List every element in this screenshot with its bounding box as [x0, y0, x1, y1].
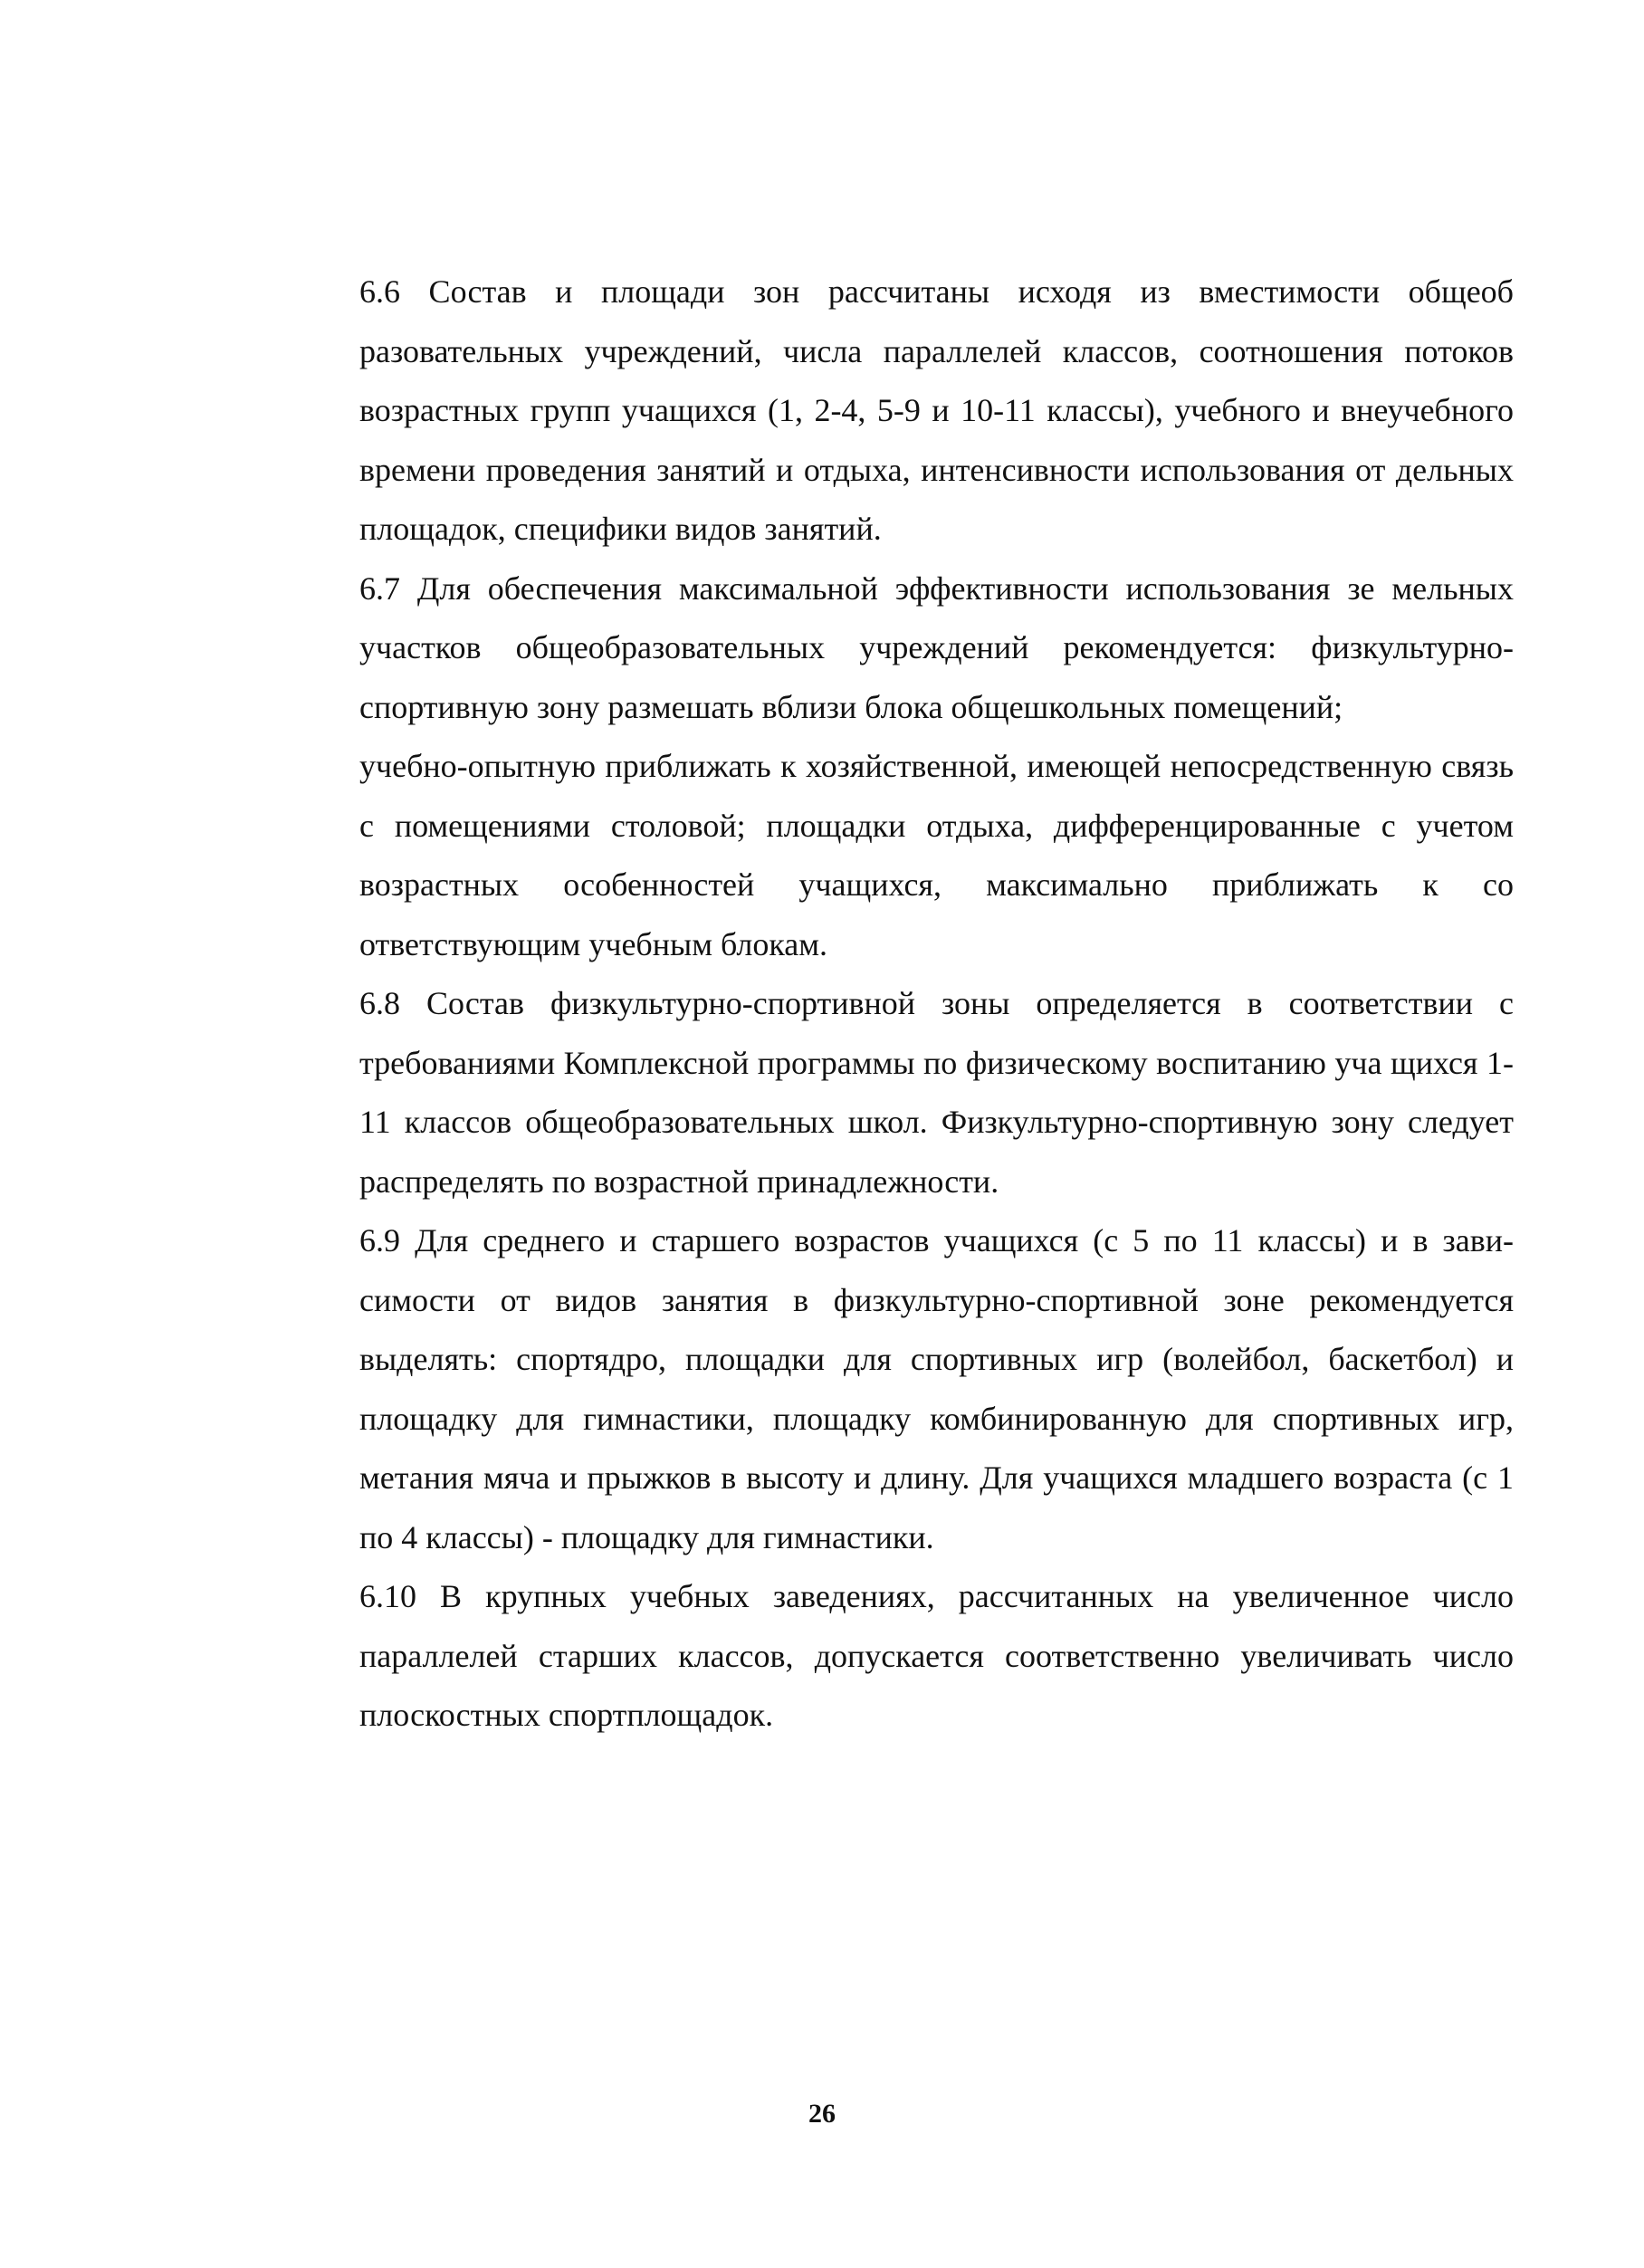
- paragraph-6-9: 6.9 Для среднего и старшего возрастов учащихся (с 5 по 11 классы) и в зависимости от видов занятия в физкультурно-спортивной зоне рекомендуется выделять: спортядро, площадки для спортивных игр (волейбол, баскетбол) и площадку для гимнастики, площадку комбинированную для спортивных игр, метания мяча и прыжков в высоту и длину. Для учащихся младшего возраста (с 1 по 4 классы) - площадку для гимнастики.: [359, 1222, 1514, 1555]
- page-number: 26: [808, 2099, 836, 2129]
- paragraph-6-10: 6.10 В крупных учебных заведениях, рассчитанных на увеличенное число параллелей старших классов, допускается соответственно увеличивать число плоскостных спортплощадок.: [359, 1578, 1514, 1733]
- paragraph-6-8: 6.8 Состав физкультурно-спортивной зоны определяется в соответствии с требованиями Комплексной программы по физическому воспитанию уча щихся 1-11 классов общеобразовательных школ. Физкультурно-спортивную зону следует распределять по возрастной принадлежности.: [359, 985, 1514, 1200]
- paragraph-6-7-continued: учебно-опытную приближать к хозяйственной, имеющей непосредственную связь с помещениями столовой; площадки отдыха, дифференцированные с учетом возрастных особенностей учащихся, максимально приближать к со ответствующим учебным блокам.: [359, 748, 1514, 962]
- body-text: [359, 263, 1514, 1746]
- paragraph-6-7: 6.7 Для обеспечения максимальной эффективности использования зе мельных участков общеобразовательных учреждений рекомендуется: физкультурно-спортивную зону размешать вблизи блока общешкольных помещений;: [359, 569, 1514, 725]
- paragraph-6-6: 6.6 Состав и площади зон рассчитаны исходя из вместимости общеоб разовательных учреждений, числа параллелей классов, соотношения потоков возрастных групп учащихся (1, 2-4, 5-9 и 10-11 классы), учебного и внеучебного времени проведения занятий и отдыха, интенсивности использования от дельных площадок, специфики видов занятий.: [359, 273, 1514, 547]
